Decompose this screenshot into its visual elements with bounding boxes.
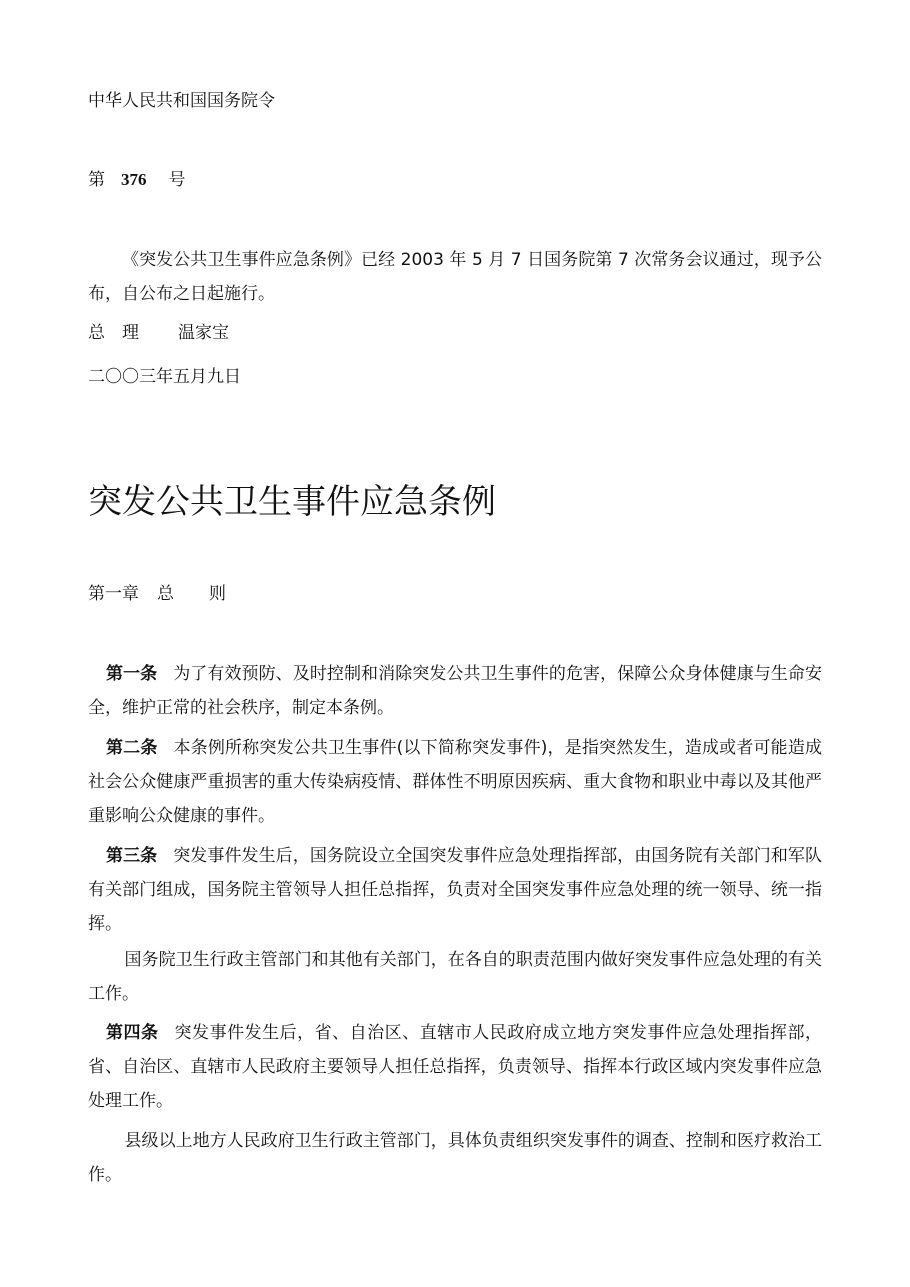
article-4 (88, 1016, 822, 1118)
document-page (88, 0, 822, 1287)
article-3-continuation: 国务院卫生行政主管部门和其他有关部门，在各自的职责范围内做好突发事件应急处理的有关工作。 (88, 950, 822, 1004)
decree-prefix: 第 (88, 170, 105, 190)
chapter-number: 第一章 (88, 584, 139, 604)
signatory-role: 总 理 (88, 323, 139, 343)
article-label: 第一条 (106, 664, 158, 684)
document-title: 突发公共卫生事件应急条例 (88, 482, 496, 522)
article-label: 第四条 (106, 1023, 159, 1043)
decree-suffix: 号 (168, 170, 186, 190)
article-text: 本条例所称突发公共卫生事件(以下简称突发事件)，是指突然发生，造成或者可能造成社会公众健康严重损害的重大传染病疫情、群体性不明原因疾病、重大食物和职业中毒以及其他严重影响公众健康的事件。 (88, 738, 823, 826)
chapter-heading (88, 577, 226, 611)
promulgation-date: 二〇〇三年五月九日 (88, 367, 241, 387)
decree-number-line (88, 163, 186, 197)
promulgation-paragraph: 《突发公共卫生事件应急条例》已经 2003 年 5 月 7 日国务院第 7 次常务会议通过，现予公布，自公布之日起施行。 (88, 250, 822, 304)
chapter-title-part1: 总 (157, 584, 174, 604)
chapter-title-part2: 则 (209, 584, 226, 604)
article-2 (88, 731, 822, 833)
decree-number: 376 (121, 170, 147, 189)
article-3 (88, 839, 822, 941)
article-text: 为了有效预防、及时控制和消除突发公共卫生事件的危害，保障公众身体健康与生命安全，维护正常的社会秩序，制定本条例。 (88, 664, 823, 718)
article-label: 第三条 (106, 846, 158, 866)
article-1 (88, 657, 822, 725)
article-text: 突发事件发生后，省、自治区、直辖市人民政府成立地方突发事件应急处理指挥部，省、自治区、直辖市人民政府主要领导人担任总指挥，负责领导、指挥本行政区域内突发事件应急处理工作。 (88, 1023, 823, 1111)
article-text: 突发事件发生后，国务院设立全国突发事件应急处理指挥部，由国务院有关部门和军队有关部门组成，国务院主管领导人担任总指挥，负责对全国突发事件应急处理的统一领导、统一指挥。 (88, 846, 823, 934)
article-4-continuation: 县级以上地方人民政府卫生行政主管部门，具体负责组织突发事件的调查、控制和医疗救治工作。 (88, 1131, 822, 1185)
article-label: 第二条 (106, 738, 158, 758)
issuer-line: 中华人民共和国国务院令 (88, 91, 275, 111)
signatory-name: 温家宝 (178, 323, 229, 343)
signature-line (88, 316, 229, 350)
